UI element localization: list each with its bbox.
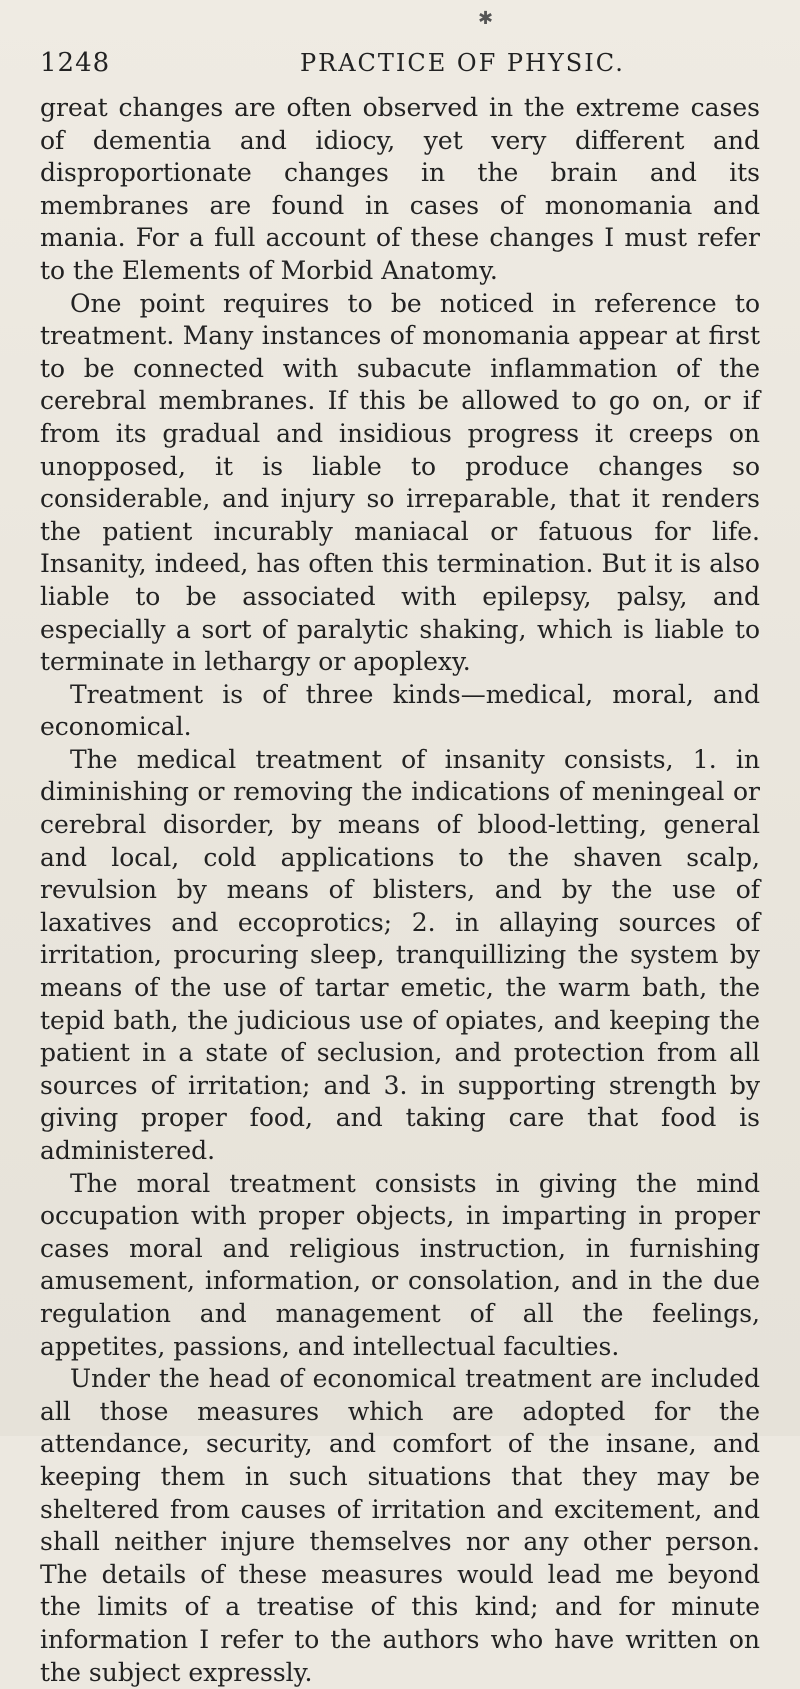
page-header bbox=[40, 48, 760, 88]
ink-mark: ✱ bbox=[478, 8, 494, 29]
paragraph-treatment-kinds: Treatment is of three kinds—medical, moral, and economical. bbox=[40, 679, 760, 742]
body-text bbox=[40, 92, 760, 1689]
paragraph-continuation: great changes are often observed in the extreme cases of dementia and idiocy, yet very different and disproportionate changes in the brain and its membranes are found in cases of monomania and mania. For a full account of these changes I must refer to the Elements of Morbid Anatomy. bbox=[40, 93, 760, 285]
paragraph-medical-treatment: The medical treatment of insanity consists, 1. in diminishing or removing the indications of meningeal or cerebral disorder, by means of blood-letting, general and local, cold applications to the shaven scalp, revulsion by means of blisters, and by the use of laxatives and eccoprotics; 2. in allaying sources of irritation, procuring sleep, tranquillizing the system by means of the use of tartar emetic, the warm bath, the tepid bath, the judicious use of opiates, and keeping the patient in a state of seclusion, and protection from all sources of irritation; and 3. in supporting strength by giving proper food, and taking care that food is administered. bbox=[40, 744, 760, 1165]
running-head: PRACTICE OF PHYSIC. bbox=[300, 49, 625, 77]
page-number: 1248 bbox=[40, 48, 111, 78]
paragraph-economical-treatment: Under the head of economical treatment are included all those measures which are adopted for the attendance, security, and comfort of the insane, and keeping them in such situations that they may be sheltered from causes of irritation and excitement, and shall neither injure themselves nor any other person. The details of these measures would lead me beyond the limits of a treatise of this kind; and for minute information I refer to the authors who have written on the subject expressly. bbox=[40, 1364, 760, 1687]
paragraph-treatment-note: One point requires to be noticed in reference to treatment. Many instances of monomania appear at first to be connected with subacute inflammation of the cerebral membranes. If this be allowed to go on, or if from its gradual and insidious progress it creeps on unopposed, it is liable to produce changes so considerable, and injury so irreparable, that it renders the patient incurably maniacal or fatuous for life. Insanity, indeed, has often this termination. But it is also liable to be associated with epilepsy, palsy, and especially a sort of paralytic shaking, which is liable to terminate in lethargy or apoplexy. bbox=[40, 288, 760, 677]
paragraph-moral-treatment: The moral treatment consists in giving the mind occupation with proper objects, in imparting in proper cases moral and religious instruction, in furnishing amusement, information, or consolation, and in the due regulation and management of all the feelings, appetites, passions, and intellectual faculties. bbox=[40, 1168, 760, 1361]
